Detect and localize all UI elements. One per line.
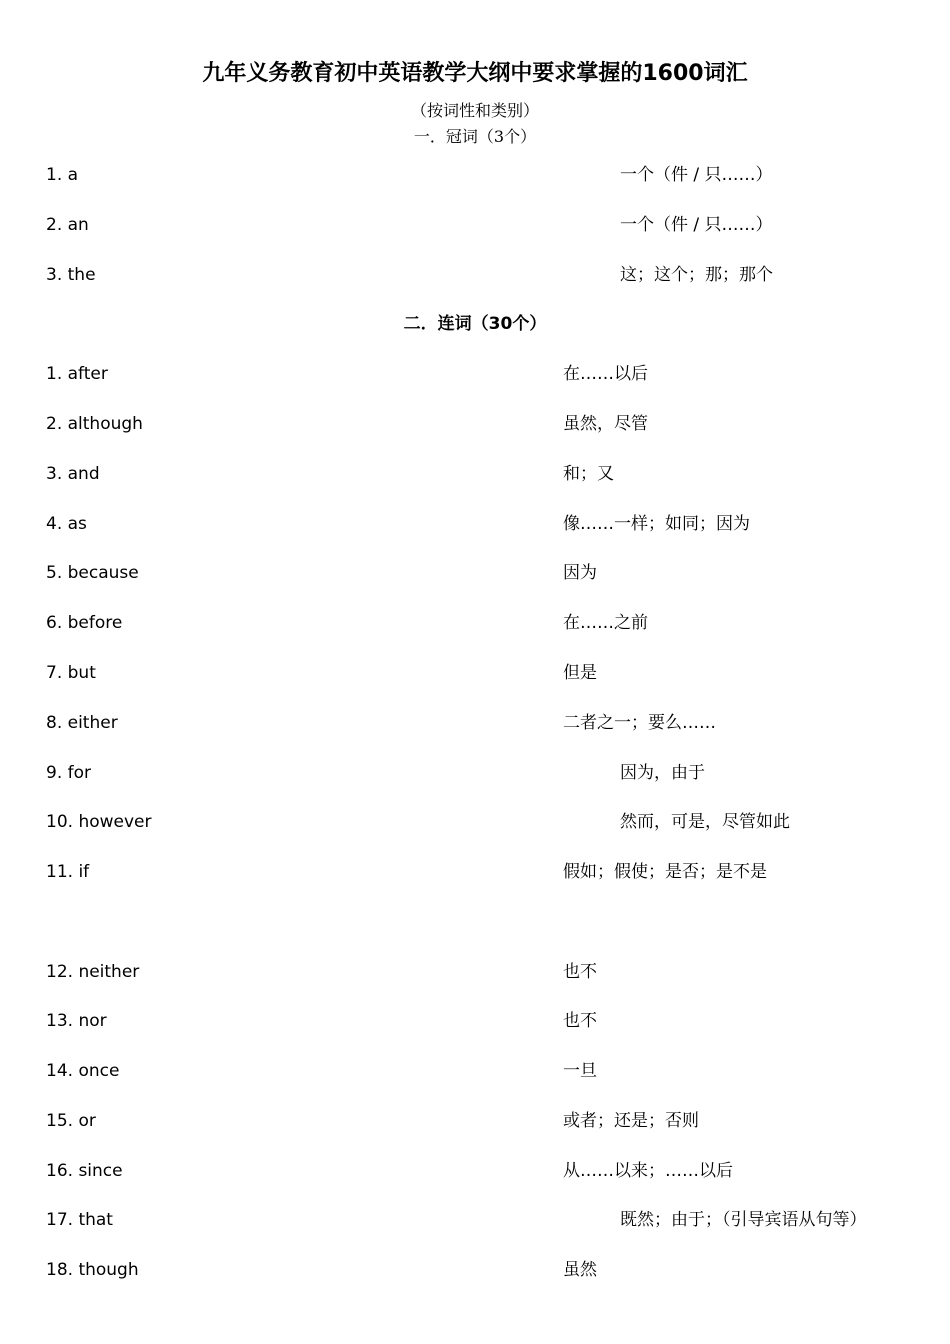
vocab-row bbox=[0, 1058, 950, 1084]
vocab-row bbox=[0, 461, 950, 487]
vocab-meaning: 二者之一；要么…… bbox=[563, 713, 716, 733]
vocab-row bbox=[0, 610, 950, 636]
vocab-row bbox=[0, 1257, 950, 1283]
vocab-word: 1. after bbox=[46, 364, 108, 384]
vocab-meaning: 虽然 bbox=[563, 1260, 597, 1280]
vocab-row bbox=[0, 1008, 950, 1034]
section-heading-articles: 一．冠词（3个） bbox=[413, 127, 537, 146]
vocab-word: 1. a bbox=[46, 165, 79, 185]
section-heading-conjunctions: 二．连词（30个） bbox=[403, 314, 547, 334]
vocab-word: 2. although bbox=[46, 414, 143, 434]
vocab-row bbox=[0, 511, 950, 537]
vocab-meaning: 一个（件 / 只……） bbox=[620, 165, 773, 185]
vocab-row bbox=[0, 959, 950, 985]
vocab-meaning: 和；又 bbox=[563, 464, 614, 484]
vocab-row bbox=[0, 809, 950, 835]
vocab-word: 6. before bbox=[46, 613, 123, 633]
vocab-word: 12. neither bbox=[46, 962, 140, 982]
vocab-word: 8. either bbox=[46, 713, 118, 733]
vocab-word: 14. once bbox=[46, 1061, 120, 1081]
document-title: 九年义务教育初中英语教学大纲中要求掌握的1600词汇 bbox=[202, 61, 748, 86]
vocab-word: 11. if bbox=[46, 862, 90, 882]
vocab-row bbox=[0, 1207, 950, 1233]
vocab-meaning: 一旦 bbox=[563, 1061, 597, 1081]
vocab-meaning: 因为 bbox=[563, 563, 597, 583]
vocab-meaning: 但是 bbox=[563, 663, 597, 683]
vocab-row bbox=[0, 760, 950, 786]
vocab-word: 17. that bbox=[46, 1210, 113, 1230]
document-subtitle: （按词性和类别） bbox=[410, 101, 539, 120]
vocab-word: 4. as bbox=[46, 514, 87, 534]
vocab-word: 15. or bbox=[46, 1111, 96, 1131]
vocab-word: 18. though bbox=[46, 1260, 139, 1280]
vocab-word: 3. and bbox=[46, 464, 100, 484]
vocab-row bbox=[0, 162, 950, 188]
vocab-row bbox=[0, 560, 950, 586]
vocab-word: 2. an bbox=[46, 215, 89, 235]
vocab-meaning: 然而，可是，尽管如此 bbox=[620, 812, 790, 832]
vocab-word: 10. however bbox=[46, 812, 152, 832]
vocab-row bbox=[0, 262, 950, 288]
vocab-meaning: 像……一样；如同；因为 bbox=[563, 514, 750, 534]
vocab-word: 16. since bbox=[46, 1161, 123, 1181]
vocab-row bbox=[0, 859, 950, 885]
vocab-meaning: 在……之前 bbox=[563, 613, 648, 633]
vocab-row bbox=[0, 660, 950, 686]
vocab-row bbox=[0, 361, 950, 387]
vocab-row bbox=[0, 710, 950, 736]
vocab-row bbox=[0, 1158, 950, 1184]
vocab-word: 9. for bbox=[46, 763, 91, 783]
vocab-meaning: 这；这个；那；那个 bbox=[620, 265, 773, 285]
vocab-word: 7. but bbox=[46, 663, 96, 683]
vocab-meaning: 一个（件 / 只……） bbox=[620, 215, 773, 235]
vocab-meaning: 在……以后 bbox=[563, 364, 648, 384]
vocab-meaning: 从……以来；……以后 bbox=[563, 1161, 733, 1181]
vocab-meaning: 也不 bbox=[563, 1011, 597, 1031]
vocab-meaning: 假如；假使；是否；是不是 bbox=[563, 862, 767, 882]
vocab-row bbox=[0, 212, 950, 238]
vocab-meaning: 也不 bbox=[563, 962, 597, 982]
vocab-row bbox=[0, 1108, 950, 1134]
vocab-word: 5. because bbox=[46, 563, 139, 583]
vocab-meaning: 或者；还是；否则 bbox=[563, 1111, 699, 1131]
vocab-meaning: 因为，由于 bbox=[620, 763, 705, 783]
vocab-meaning: 虽然，尽管 bbox=[563, 414, 648, 434]
vocab-word: 13. nor bbox=[46, 1011, 107, 1031]
vocab-word: 3. the bbox=[46, 265, 96, 285]
vocab-meaning: 既然；由于；（引导宾语从句等） bbox=[620, 1210, 867, 1230]
vocab-row bbox=[0, 411, 950, 437]
